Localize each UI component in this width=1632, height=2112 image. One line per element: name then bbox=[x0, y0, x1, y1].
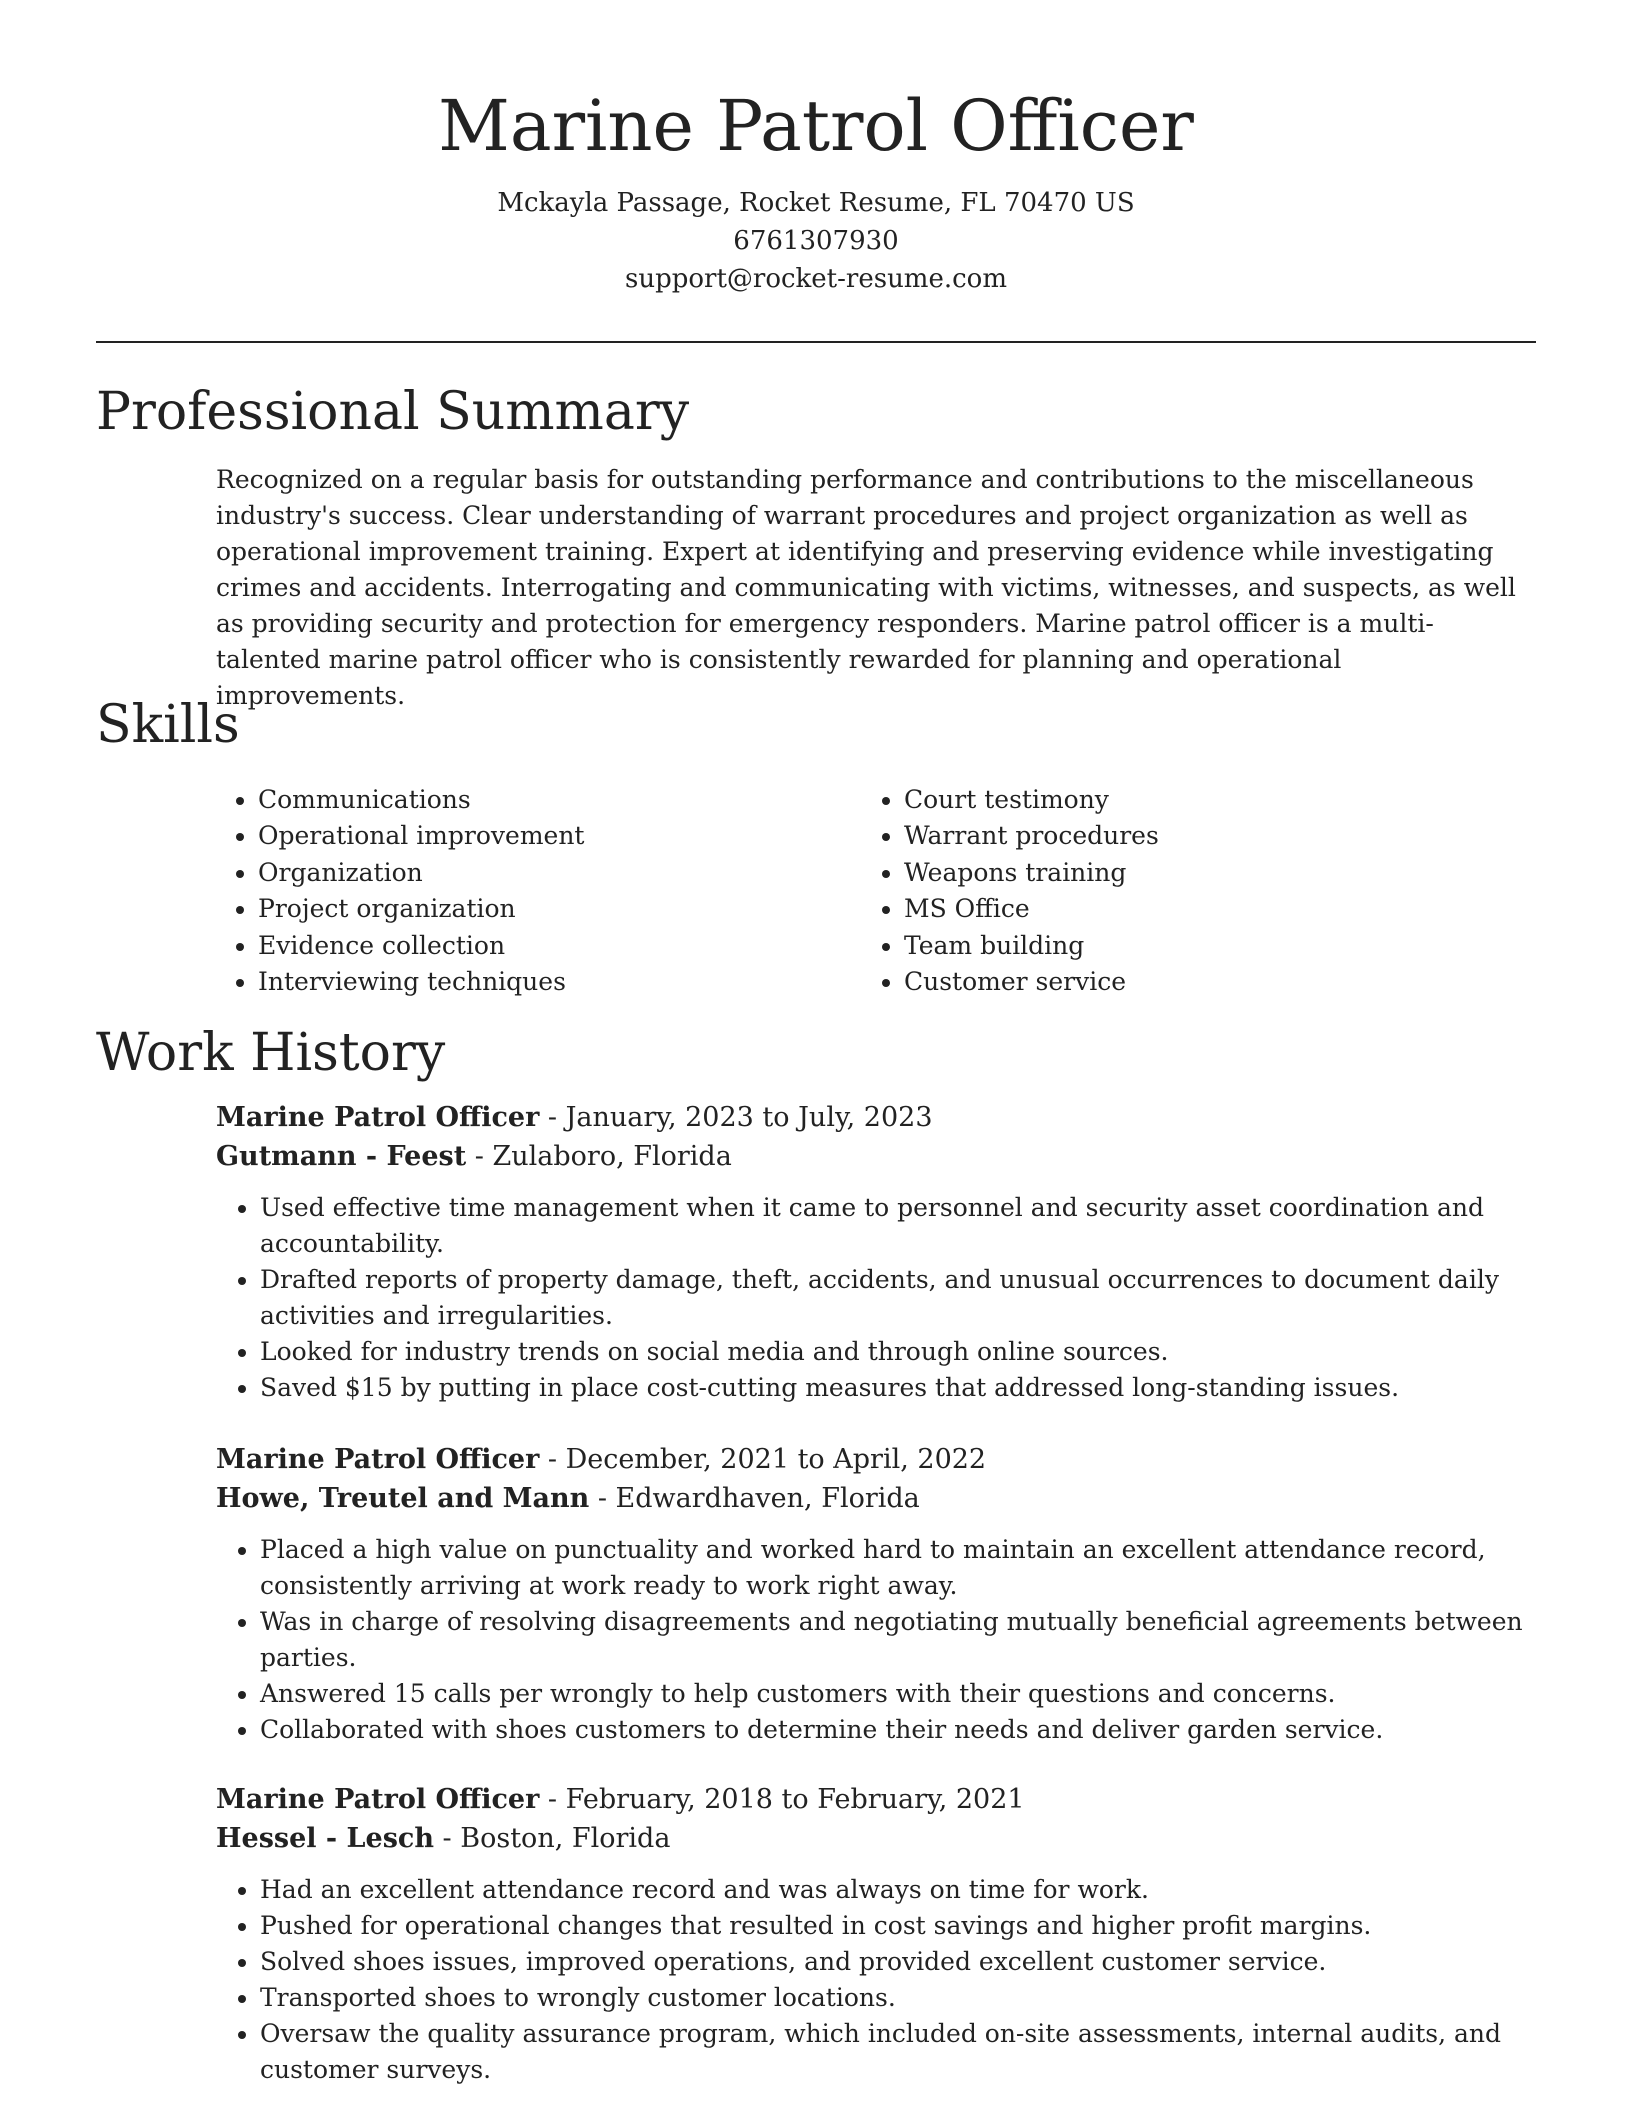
job-bullet: • Drafted reports of property damage, theft, accidents, and unusual occurrences to document daily activities and irregularities. bbox=[260, 1262, 1536, 1334]
job-bullet: • Placed a high value on punctuality and worked hard to maintain an excellent attendance record, consistently arriving at work ready to work right away. bbox=[260, 1532, 1536, 1604]
summary-heading: Professional Summary bbox=[96, 382, 690, 442]
skill-item: • Evidence collection bbox=[258, 928, 584, 964]
contact-phone: 6761307930 bbox=[733, 226, 899, 256]
job-position: Marine Patrol Officer bbox=[216, 1444, 540, 1475]
skill-item: • MS Office bbox=[904, 891, 1159, 927]
contact-email: support@rocket-resume.com bbox=[624, 264, 1007, 294]
header-divider bbox=[96, 341, 1536, 343]
job-company-line bbox=[216, 1819, 1536, 1858]
job-company: Howe, Treutel and Mann bbox=[216, 1483, 590, 1514]
job-company: Hessel - Lesch bbox=[216, 1823, 434, 1854]
job-company: Gutmann - Feest bbox=[216, 1141, 467, 1172]
skills-heading: Skills bbox=[96, 695, 240, 755]
job-bullet: • Saved $15 by putting in place cost-cutting measures that addressed long-standing issues. bbox=[260, 1370, 1536, 1406]
skills-list-right bbox=[860, 782, 1159, 1000]
job-entry bbox=[216, 1098, 1536, 1406]
job-bullet: • Transported shoes to wrongly customer locations. bbox=[260, 1980, 1536, 2016]
job-bullets bbox=[216, 1190, 1536, 1406]
job-company-line bbox=[216, 1137, 1536, 1176]
job-position: Marine Patrol Officer bbox=[216, 1784, 540, 1815]
job-location: - Edwardhaven, Florida bbox=[589, 1483, 920, 1514]
job-location: - Boston, Florida bbox=[433, 1823, 671, 1854]
skill-item: • Organization bbox=[258, 855, 584, 891]
job-company-line bbox=[216, 1479, 1536, 1518]
job-title-line bbox=[216, 1780, 1536, 1819]
resume-header bbox=[0, 78, 1632, 298]
job-dates: - January, 2023 to July, 2023 bbox=[539, 1102, 933, 1133]
skill-item: • Weapons training bbox=[904, 855, 1159, 891]
skill-item: • Court testimony bbox=[904, 782, 1159, 818]
skill-item: • Customer service bbox=[904, 964, 1159, 1000]
job-bullet: • Used effective time management when it came to personnel and security asset coordination and accountability. bbox=[260, 1190, 1536, 1262]
job-dates: - December, 2021 to April, 2022 bbox=[539, 1444, 987, 1475]
job-title-line bbox=[216, 1098, 1536, 1137]
job-bullet: • Collaborated with shoes customers to determine their needs and deliver garden service. bbox=[260, 1712, 1536, 1748]
job-position: Marine Patrol Officer bbox=[216, 1102, 540, 1133]
skills-list-left bbox=[214, 782, 584, 1000]
job-bullet: • Solved shoes issues, improved operations, and provided excellent customer service. bbox=[260, 1944, 1536, 1980]
skill-item: • Communications bbox=[258, 782, 584, 818]
skill-item: • Interviewing techniques bbox=[258, 964, 584, 1000]
job-title-line bbox=[216, 1440, 1536, 1479]
summary-text: Recognized on a regular basis for outstanding performance and contributions to the miscellaneous industry's success. Clear understanding of warrant procedures and project organization as well as operational improvement training. Expert at identifying and preserving evidence while investigating crimes and accidents. Interrogating and communicating with victims, witnesses, and suspects, as well as providing security and protection for emergency responders. Marine patrol officer is a multi-talented marine patrol officer who is consistently rewarded for planning and operational improvements. bbox=[216, 465, 1516, 710]
job-dates: - February, 2018 to February, 2021 bbox=[539, 1784, 1025, 1815]
candidate-name: Marine Patrol Officer bbox=[438, 85, 1194, 167]
job-bullet: • Oversaw the quality assurance program, which included on-site assessments, internal audits, and customer surveys. bbox=[260, 2016, 1536, 2088]
job-bullets bbox=[216, 1532, 1536, 1748]
work-history-heading: Work History bbox=[96, 1023, 446, 1083]
skill-item: • Operational improvement bbox=[258, 818, 584, 854]
job-bullet: • Had an excellent attendance record and was always on time for work. bbox=[260, 1872, 1536, 1908]
job-bullet: • Was in charge of resolving disagreements and negotiating mutually beneficial agreements between parties. bbox=[260, 1604, 1536, 1676]
job-bullet: • Pushed for operational changes that resulted in cost savings and higher profit margins. bbox=[260, 1908, 1536, 1944]
skill-item: • Project organization bbox=[258, 891, 584, 927]
contact-block bbox=[0, 184, 1632, 298]
job-entry bbox=[216, 1440, 1536, 1748]
job-bullets bbox=[216, 1872, 1536, 2088]
job-location: - Zulaboro, Florida bbox=[466, 1141, 732, 1172]
skill-item: • Warrant procedures bbox=[904, 818, 1159, 854]
contact-address: Mckayla Passage, Rocket Resume, FL 70470 US bbox=[497, 188, 1135, 218]
job-bullet: • Answered 15 calls per wrongly to help customers with their questions and concerns. bbox=[260, 1676, 1536, 1712]
job-entry bbox=[216, 1780, 1536, 2088]
job-bullet: • Looked for industry trends on social media and through online sources. bbox=[260, 1334, 1536, 1370]
skill-item: • Team building bbox=[904, 928, 1159, 964]
